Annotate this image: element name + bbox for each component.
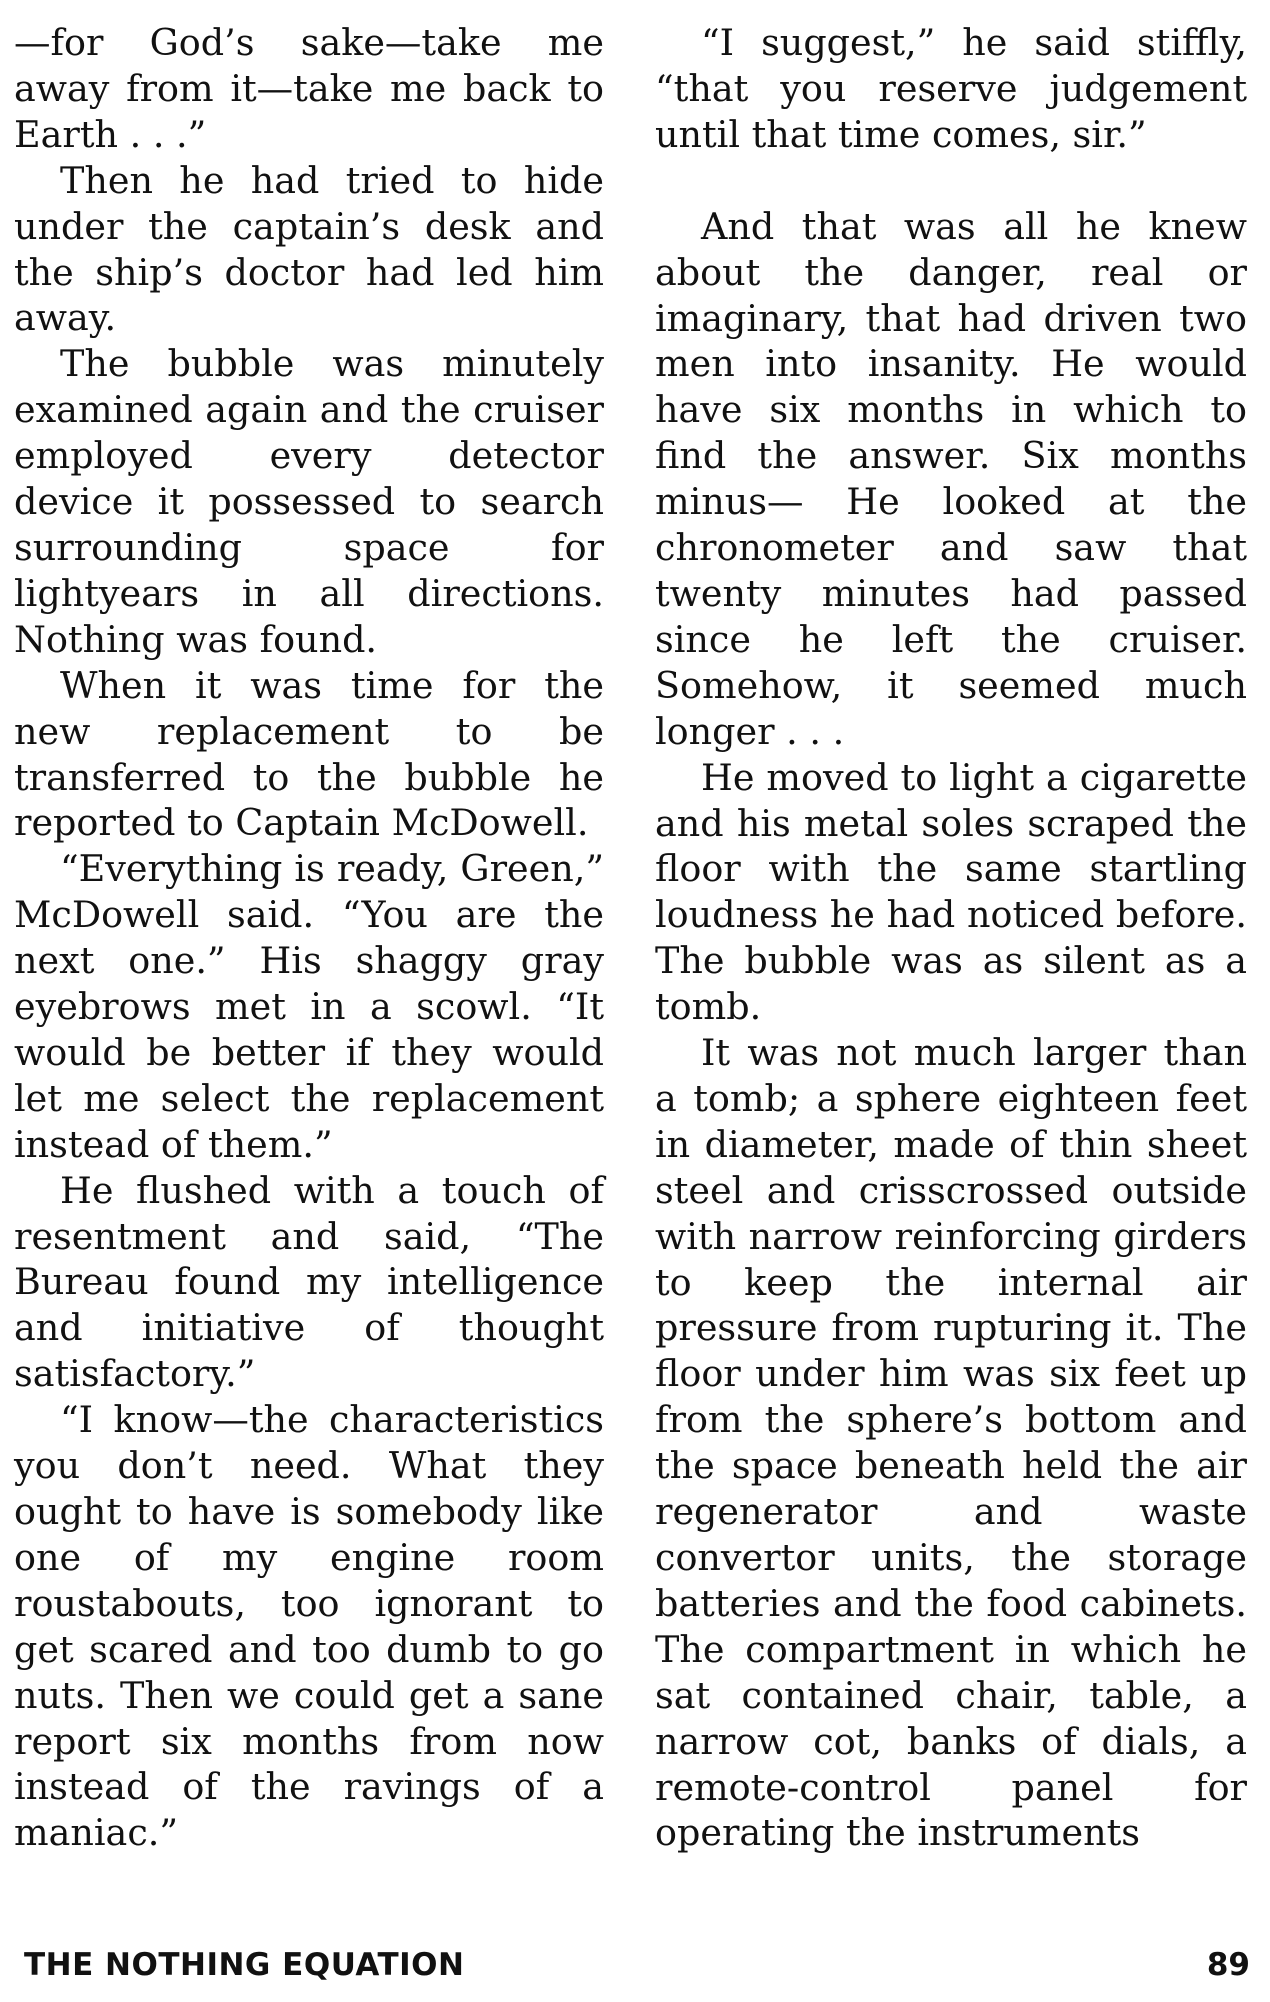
- paragraph: —for God’s sake—take me away from it—take me back to Earth . . .”: [14, 21, 604, 156]
- left-text-column: [14, 20, 604, 1856]
- paragraph: “I know—the characteristics you don’t need. What they ought to have is somebody like one of my engine room roustabouts, too ignorant to get scared and too dumb to go nuts. Then we could get a sane report six months from now instead of the ravings of a maniac.”: [14, 1398, 604, 1855]
- paragraph: He moved to light a cigarette and his metal soles scraped the floor with the same startling loudness he had noticed before. The bubble was as silent as a tomb.: [655, 755, 1247, 1029]
- paragraph: “I suggest,” he said stiffly, “that you reserve judgement until that time comes, sir.”: [655, 21, 1247, 156]
- paragraph: “Everything is ready, Green,” McDowell said. “You are the next one.” His shaggy gray eyebrows met in a scowl. “It would be better if they would let me select the replacement instead of them.”: [14, 847, 604, 1166]
- page-number: 89: [1206, 1947, 1250, 1983]
- paragraph: It was not much larger than a tomb; a sphere eighteen feet in diameter, made of thin sheet steel and crisscrossed outside with narrow reinforcing girders to keep the internal air pressure from rupturing it. The floor under him was six feet up from the sphere’s bottom and the space beneath held the air regenerator and waste convertor units, the storage batteries and the food cabinets. The compartment in which he sat contained chair, table, a narrow cot, banks of dials, a remote-control panel for operating the instruments: [655, 1031, 1247, 1855]
- paragraph: Then he had tried to hide under the captain’s desk and the ship’s doctor had led him away.: [14, 158, 604, 340]
- paragraph: When it was time for the new replacement to be transferred to the bubble he reported to Captain McDowell.: [14, 663, 604, 845]
- paragraph: He flushed with a touch of resentment and said, “The Bureau found my intelligence and initiative of thought satisfactory.”: [14, 1168, 604, 1396]
- running-title: THE NOTHING EQUATION: [24, 1947, 465, 1983]
- right-text-column: [655, 20, 1247, 1856]
- paragraph: The bubble was minutely examined again and the cruiser employed every detector device it possessed to search surrounding space for lightyears in all directions. Nothing was found.: [14, 342, 604, 661]
- page-footer: [10, 1947, 1250, 1987]
- paragraph: And that was all he knew about the danger, real or imaginary, that had driven two men into insanity. He would have six months in which to find the answer. Six months minus— He looked at the chronometer and saw that twenty minutes had passed since he left the cruiser. Somehow, it seemed much longer . . .: [655, 204, 1247, 753]
